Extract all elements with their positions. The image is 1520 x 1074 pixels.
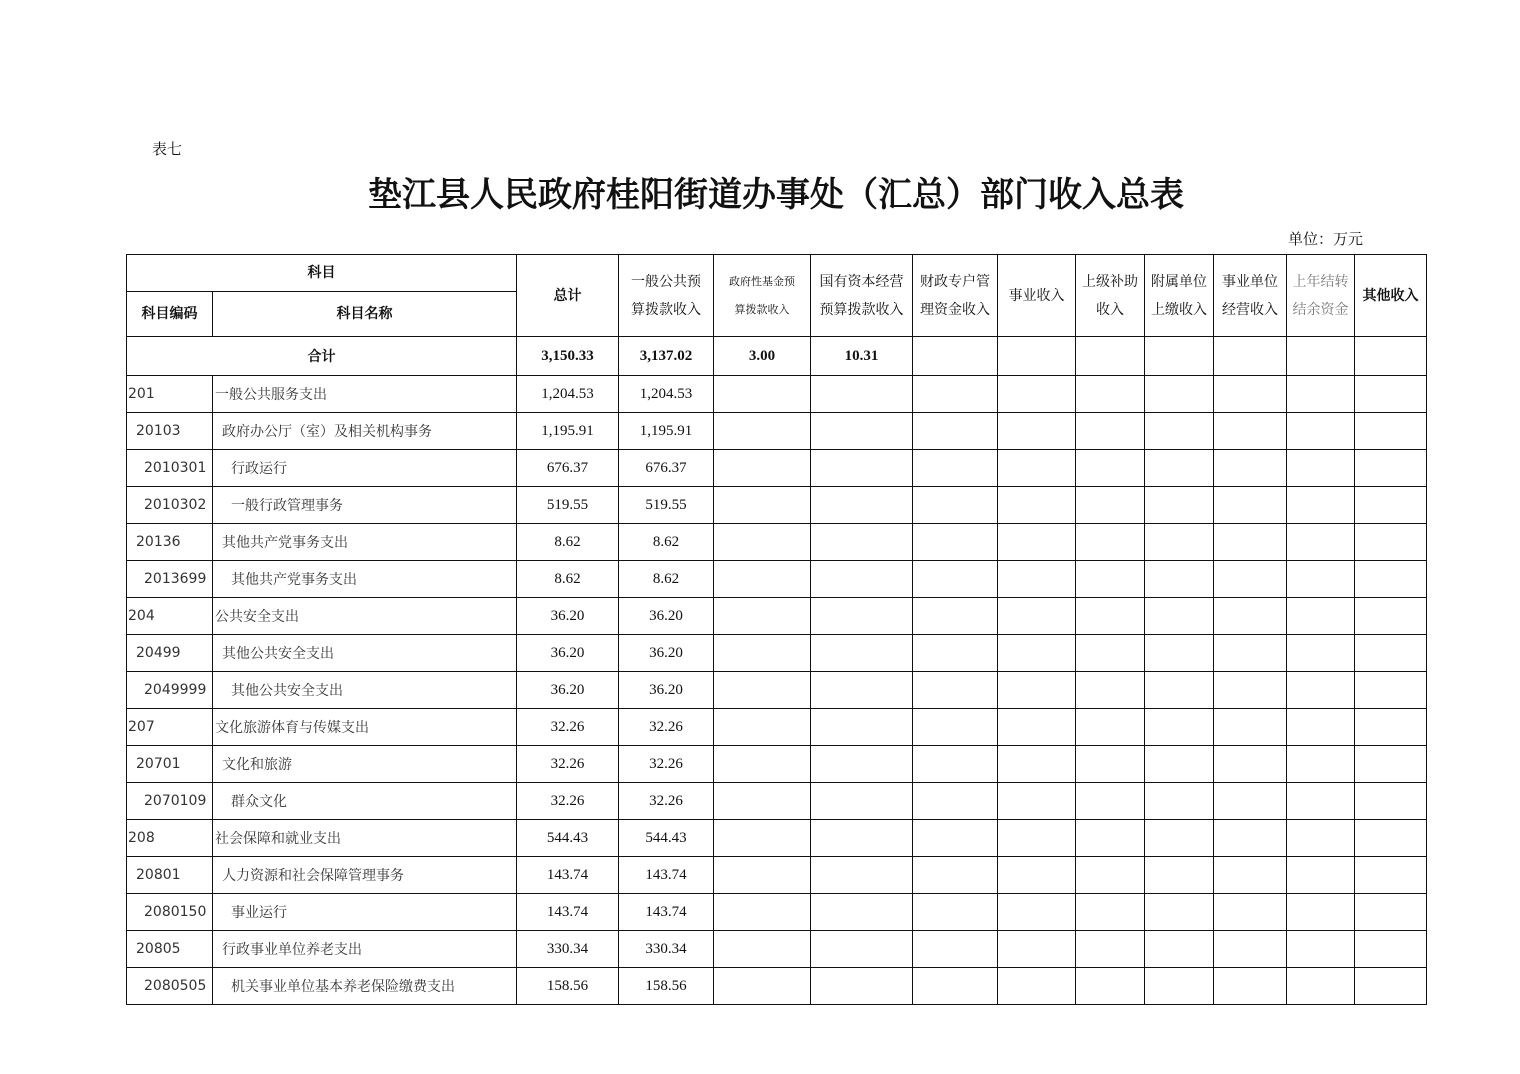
row-general-budget: 32.26 xyxy=(619,709,714,746)
row-empty-cell xyxy=(811,931,913,968)
table-row xyxy=(127,450,1427,487)
header-total: 总计 xyxy=(517,255,619,337)
row-empty-cell xyxy=(998,635,1076,672)
row-empty-cell xyxy=(1287,450,1355,487)
row-empty-cell xyxy=(1145,561,1214,598)
row-empty-cell xyxy=(1214,968,1287,1005)
row-name: 行政运行 xyxy=(213,450,517,487)
row-empty-cell xyxy=(1287,376,1355,413)
row-general-budget: 32.26 xyxy=(619,783,714,820)
row-empty-cell xyxy=(913,635,998,672)
row-empty-cell xyxy=(1214,524,1287,561)
row-empty-cell xyxy=(714,783,811,820)
total-cell xyxy=(998,337,1076,376)
row-empty-cell xyxy=(1287,931,1355,968)
row-empty-cell xyxy=(811,968,913,1005)
header-fund-budget: 政府性基金预 算拨款收入 xyxy=(714,255,811,337)
row-empty-cell xyxy=(913,598,998,635)
row-empty-cell xyxy=(714,376,811,413)
row-empty-cell xyxy=(1145,820,1214,857)
total-row xyxy=(127,337,1427,376)
header-superior-subsidy: 上级补助 收入 xyxy=(1076,255,1145,337)
total-cell xyxy=(1076,337,1145,376)
row-empty-cell xyxy=(714,635,811,672)
row-total: 36.20 xyxy=(517,672,619,709)
table-row xyxy=(127,672,1427,709)
row-empty-cell xyxy=(1214,487,1287,524)
row-empty-cell xyxy=(1355,450,1427,487)
row-general-budget: 143.74 xyxy=(619,857,714,894)
row-empty-cell xyxy=(998,746,1076,783)
row-total: 36.20 xyxy=(517,635,619,672)
row-name: 一般公共服务支出 xyxy=(213,376,517,413)
row-general-budget: 158.56 xyxy=(619,968,714,1005)
row-name: 文化和旅游 xyxy=(213,746,517,783)
row-name: 其他公共安全支出 xyxy=(213,635,517,672)
header-state-capital: 国有资本经营 预算拨款收入 xyxy=(811,255,913,337)
row-empty-cell xyxy=(1214,376,1287,413)
row-empty-cell xyxy=(811,376,913,413)
row-empty-cell xyxy=(811,894,913,931)
row-empty-cell xyxy=(811,709,913,746)
row-empty-cell xyxy=(1076,931,1145,968)
table-row xyxy=(127,561,1427,598)
row-empty-cell xyxy=(714,709,811,746)
table-row xyxy=(127,376,1427,413)
table-row xyxy=(127,894,1427,931)
header-business-income: 事业收入 xyxy=(998,255,1076,337)
row-empty-cell xyxy=(714,413,811,450)
row-empty-cell xyxy=(998,894,1076,931)
row-empty-cell xyxy=(1145,487,1214,524)
row-empty-cell xyxy=(1287,635,1355,672)
table-row xyxy=(127,709,1427,746)
row-empty-cell xyxy=(1287,746,1355,783)
row-code: 20805 xyxy=(127,931,213,968)
row-empty-cell xyxy=(998,450,1076,487)
row-name: 其他公共安全支出 xyxy=(213,672,517,709)
table-row xyxy=(127,598,1427,635)
row-empty-cell xyxy=(1355,413,1427,450)
row-code: 2070109 xyxy=(127,783,213,820)
row-empty-cell xyxy=(1355,968,1427,1005)
row-code: 2013699 xyxy=(127,561,213,598)
row-empty-cell xyxy=(1076,524,1145,561)
row-name: 机关事业单位基本养老保险缴费支出 xyxy=(213,968,517,1005)
row-empty-cell xyxy=(913,487,998,524)
header-code: 科目编码 xyxy=(127,292,213,337)
income-table-container xyxy=(126,254,1427,1005)
row-code: 20136 xyxy=(127,524,213,561)
total-state-capital: 10.31 xyxy=(811,337,913,376)
row-general-budget: 143.74 xyxy=(619,894,714,931)
row-empty-cell xyxy=(1287,968,1355,1005)
table-row xyxy=(127,968,1427,1005)
total-cell xyxy=(1145,337,1214,376)
row-empty-cell xyxy=(714,672,811,709)
row-empty-cell xyxy=(1355,561,1427,598)
row-total: 32.26 xyxy=(517,746,619,783)
total-cell xyxy=(1287,337,1355,376)
row-empty-cell xyxy=(1214,894,1287,931)
row-empty-cell xyxy=(1076,598,1145,635)
row-empty-cell xyxy=(913,746,998,783)
unit-label: 单位：万元 xyxy=(1288,230,1364,248)
row-empty-cell xyxy=(811,450,913,487)
row-empty-cell xyxy=(1287,487,1355,524)
row-empty-cell xyxy=(714,820,811,857)
row-empty-cell xyxy=(1076,709,1145,746)
row-empty-cell xyxy=(1287,894,1355,931)
row-name: 群众文化 xyxy=(213,783,517,820)
row-empty-cell xyxy=(1214,857,1287,894)
table-row xyxy=(127,746,1427,783)
row-empty-cell xyxy=(1214,598,1287,635)
row-empty-cell xyxy=(1145,598,1214,635)
row-empty-cell xyxy=(714,450,811,487)
row-empty-cell xyxy=(913,894,998,931)
row-empty-cell xyxy=(913,820,998,857)
row-general-budget: 544.43 xyxy=(619,820,714,857)
row-empty-cell xyxy=(913,450,998,487)
row-empty-cell xyxy=(1355,709,1427,746)
row-empty-cell xyxy=(1145,968,1214,1005)
row-empty-cell xyxy=(714,561,811,598)
row-empty-cell xyxy=(998,376,1076,413)
row-empty-cell xyxy=(811,857,913,894)
row-code: 20701 xyxy=(127,746,213,783)
row-empty-cell xyxy=(1355,524,1427,561)
total-cell xyxy=(1355,337,1427,376)
row-empty-cell xyxy=(1287,820,1355,857)
row-empty-cell xyxy=(1355,894,1427,931)
row-code: 208 xyxy=(127,820,213,857)
row-general-budget: 8.62 xyxy=(619,561,714,598)
row-general-budget: 36.20 xyxy=(619,635,714,672)
row-empty-cell xyxy=(913,524,998,561)
row-general-budget: 8.62 xyxy=(619,524,714,561)
row-empty-cell xyxy=(1355,931,1427,968)
row-general-budget: 676.37 xyxy=(619,450,714,487)
row-empty-cell xyxy=(1076,635,1145,672)
row-empty-cell xyxy=(1214,746,1287,783)
row-empty-cell xyxy=(1076,450,1145,487)
row-empty-cell xyxy=(1145,746,1214,783)
row-code: 207 xyxy=(127,709,213,746)
row-general-budget: 36.20 xyxy=(619,672,714,709)
total-general-budget: 3,137.02 xyxy=(619,337,714,376)
row-empty-cell xyxy=(998,672,1076,709)
row-empty-cell xyxy=(998,968,1076,1005)
row-empty-cell xyxy=(1145,672,1214,709)
row-empty-cell xyxy=(998,857,1076,894)
row-empty-cell xyxy=(811,635,913,672)
row-total: 158.56 xyxy=(517,968,619,1005)
row-empty-cell xyxy=(714,598,811,635)
row-general-budget: 1,204.53 xyxy=(619,376,714,413)
total-cell xyxy=(1214,337,1287,376)
total-cell xyxy=(913,337,998,376)
row-empty-cell xyxy=(1076,783,1145,820)
row-name: 事业运行 xyxy=(213,894,517,931)
header-name: 科目名称 xyxy=(213,292,517,337)
table-row xyxy=(127,783,1427,820)
row-empty-cell xyxy=(913,376,998,413)
header-general-budget: 一般公共预 算拨款收入 xyxy=(619,255,714,337)
row-empty-cell xyxy=(1214,931,1287,968)
row-empty-cell xyxy=(1287,783,1355,820)
row-empty-cell xyxy=(913,857,998,894)
row-empty-cell xyxy=(811,672,913,709)
row-empty-cell xyxy=(1287,598,1355,635)
row-empty-cell xyxy=(998,524,1076,561)
header-business-operating: 事业单位 经营收入 xyxy=(1214,255,1287,337)
row-empty-cell xyxy=(998,413,1076,450)
table-number-label: 表七 xyxy=(152,140,183,158)
total-fund-budget: 3.00 xyxy=(714,337,811,376)
row-empty-cell xyxy=(1355,857,1427,894)
row-name: 一般行政管理事务 xyxy=(213,487,517,524)
row-empty-cell xyxy=(1076,561,1145,598)
table-row xyxy=(127,524,1427,561)
row-total: 8.62 xyxy=(517,524,619,561)
row-empty-cell xyxy=(1214,783,1287,820)
row-empty-cell xyxy=(1355,487,1427,524)
row-empty-cell xyxy=(1287,413,1355,450)
row-empty-cell xyxy=(1145,635,1214,672)
row-empty-cell xyxy=(913,672,998,709)
row-empty-cell xyxy=(998,598,1076,635)
row-empty-cell xyxy=(1214,413,1287,450)
row-code: 2010301 xyxy=(127,450,213,487)
row-empty-cell xyxy=(714,524,811,561)
row-total: 143.74 xyxy=(517,894,619,931)
row-empty-cell xyxy=(913,968,998,1005)
row-total: 32.26 xyxy=(517,709,619,746)
row-empty-cell xyxy=(1145,450,1214,487)
header-carryover: 上年结转 结余资金 xyxy=(1287,255,1355,337)
row-empty-cell xyxy=(811,598,913,635)
row-empty-cell xyxy=(1145,783,1214,820)
data-rows xyxy=(127,376,1427,1005)
table-row xyxy=(127,820,1427,857)
row-empty-cell xyxy=(998,709,1076,746)
row-empty-cell xyxy=(714,857,811,894)
row-empty-cell xyxy=(998,931,1076,968)
row-empty-cell xyxy=(811,561,913,598)
row-empty-cell xyxy=(1355,746,1427,783)
row-empty-cell xyxy=(1214,635,1287,672)
row-empty-cell xyxy=(1355,376,1427,413)
row-empty-cell xyxy=(913,561,998,598)
row-empty-cell xyxy=(1214,561,1287,598)
header-affiliated-units: 附属单位 上缴收入 xyxy=(1145,255,1214,337)
table-row xyxy=(127,931,1427,968)
row-empty-cell xyxy=(1287,524,1355,561)
total-label: 合计 xyxy=(127,337,517,376)
row-empty-cell xyxy=(1076,376,1145,413)
row-empty-cell xyxy=(811,820,913,857)
row-empty-cell xyxy=(913,931,998,968)
row-empty-cell xyxy=(714,894,811,931)
row-name: 公共安全支出 xyxy=(213,598,517,635)
header-fiscal-special: 财政专户管 理资金收入 xyxy=(913,255,998,337)
row-empty-cell xyxy=(1214,672,1287,709)
row-empty-cell xyxy=(1076,820,1145,857)
row-empty-cell xyxy=(1287,561,1355,598)
row-empty-cell xyxy=(1287,672,1355,709)
row-general-budget: 36.20 xyxy=(619,598,714,635)
page-title: 垫江县人民政府桂阳街道办事处（汇总）部门收入总表 xyxy=(368,175,1184,215)
row-empty-cell xyxy=(1214,709,1287,746)
row-code: 2049999 xyxy=(127,672,213,709)
row-empty-cell xyxy=(998,820,1076,857)
row-code: 20801 xyxy=(127,857,213,894)
row-empty-cell xyxy=(714,931,811,968)
row-code: 20499 xyxy=(127,635,213,672)
total-total: 3,150.33 xyxy=(517,337,619,376)
row-code: 2010302 xyxy=(127,487,213,524)
row-empty-cell xyxy=(1145,524,1214,561)
row-empty-cell xyxy=(811,524,913,561)
row-empty-cell xyxy=(811,746,913,783)
row-general-budget: 519.55 xyxy=(619,487,714,524)
row-total: 8.62 xyxy=(517,561,619,598)
row-empty-cell xyxy=(1076,672,1145,709)
row-empty-cell xyxy=(811,413,913,450)
row-empty-cell xyxy=(1145,709,1214,746)
row-empty-cell xyxy=(1145,894,1214,931)
row-empty-cell xyxy=(1355,598,1427,635)
row-empty-cell xyxy=(1076,487,1145,524)
row-empty-cell xyxy=(714,487,811,524)
row-empty-cell xyxy=(998,561,1076,598)
row-total: 36.20 xyxy=(517,598,619,635)
row-empty-cell xyxy=(998,487,1076,524)
table-row xyxy=(127,635,1427,672)
row-name: 其他共产党事务支出 xyxy=(213,561,517,598)
row-empty-cell xyxy=(1145,857,1214,894)
row-empty-cell xyxy=(913,783,998,820)
row-total: 544.43 xyxy=(517,820,619,857)
row-empty-cell xyxy=(1076,857,1145,894)
row-code: 2080505 xyxy=(127,968,213,1005)
row-empty-cell xyxy=(811,487,913,524)
row-empty-cell xyxy=(1076,968,1145,1005)
row-empty-cell xyxy=(1076,746,1145,783)
row-total: 330.34 xyxy=(517,931,619,968)
table-row xyxy=(127,857,1427,894)
row-empty-cell xyxy=(1287,857,1355,894)
row-empty-cell xyxy=(1145,413,1214,450)
row-empty-cell xyxy=(998,783,1076,820)
header-subject: 科目 xyxy=(127,255,517,292)
row-total: 1,195.91 xyxy=(517,413,619,450)
row-general-budget: 32.26 xyxy=(619,746,714,783)
row-total: 32.26 xyxy=(517,783,619,820)
row-empty-cell xyxy=(1076,413,1145,450)
row-code: 201 xyxy=(127,376,213,413)
row-name: 文化旅游体育与传媒支出 xyxy=(213,709,517,746)
row-empty-cell xyxy=(811,783,913,820)
row-empty-cell xyxy=(913,709,998,746)
row-name: 其他共产党事务支出 xyxy=(213,524,517,561)
row-empty-cell xyxy=(1214,820,1287,857)
row-total: 519.55 xyxy=(517,487,619,524)
row-general-budget: 330.34 xyxy=(619,931,714,968)
row-empty-cell xyxy=(1355,820,1427,857)
row-name: 人力资源和社会保障管理事务 xyxy=(213,857,517,894)
row-name: 社会保障和就业支出 xyxy=(213,820,517,857)
table-row xyxy=(127,487,1427,524)
row-empty-cell xyxy=(1145,376,1214,413)
header-other-income: 其他收入 xyxy=(1355,255,1427,337)
row-empty-cell xyxy=(1145,931,1214,968)
row-general-budget: 1,195.91 xyxy=(619,413,714,450)
row-empty-cell xyxy=(714,968,811,1005)
row-empty-cell xyxy=(913,413,998,450)
row-name: 政府办公厅（室）及相关机构事务 xyxy=(213,413,517,450)
row-total: 676.37 xyxy=(517,450,619,487)
row-empty-cell xyxy=(1355,783,1427,820)
row-name: 行政事业单位养老支出 xyxy=(213,931,517,968)
row-empty-cell xyxy=(1076,894,1145,931)
row-empty-cell xyxy=(1355,672,1427,709)
row-code: 2080150 xyxy=(127,894,213,931)
row-empty-cell xyxy=(1287,709,1355,746)
row-code: 20103 xyxy=(127,413,213,450)
row-empty-cell xyxy=(714,746,811,783)
row-total: 1,204.53 xyxy=(517,376,619,413)
row-empty-cell xyxy=(1355,635,1427,672)
row-empty-cell xyxy=(1214,450,1287,487)
row-code: 204 xyxy=(127,598,213,635)
row-total: 143.74 xyxy=(517,857,619,894)
table-row xyxy=(127,413,1427,450)
income-table xyxy=(126,254,1427,1005)
